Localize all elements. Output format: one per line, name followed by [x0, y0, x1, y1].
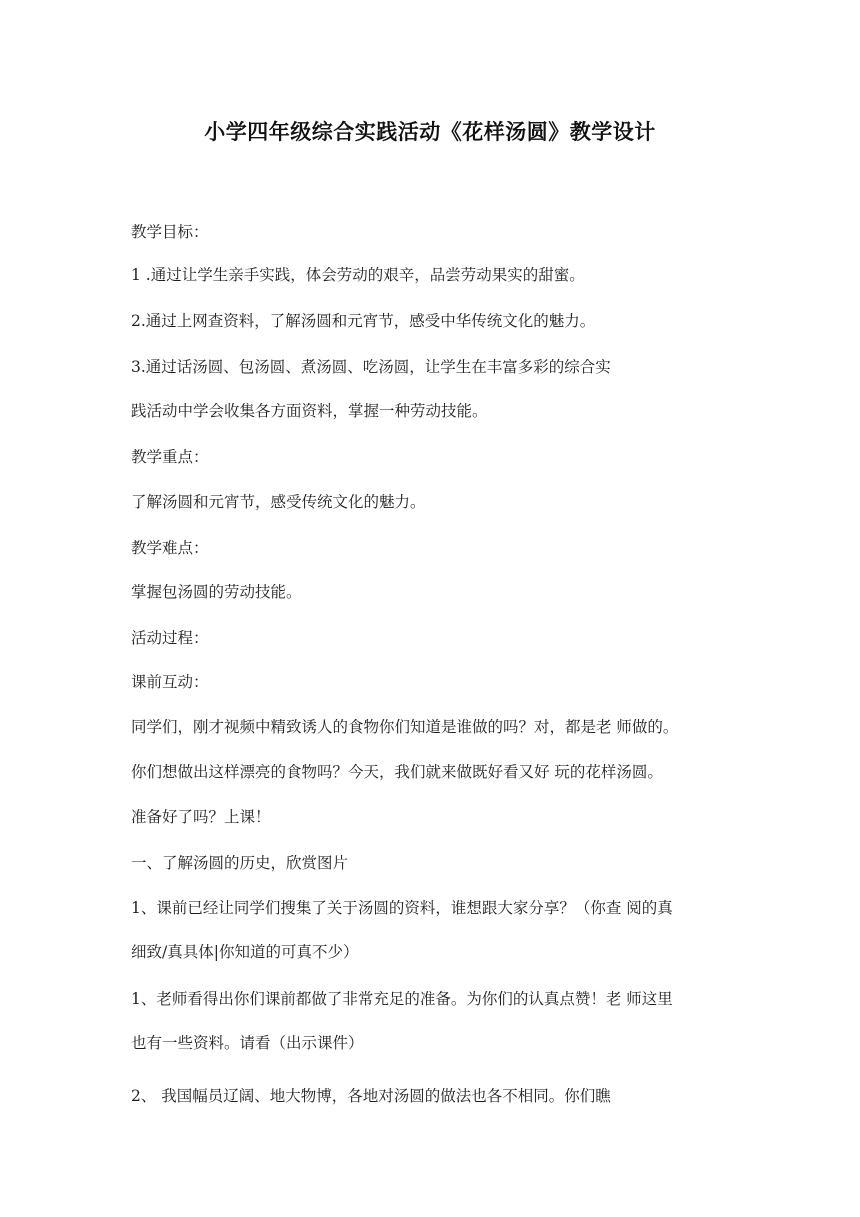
heading-key-points: 教学重点： [131, 448, 209, 466]
heading-difficult-points: 教学难点： [131, 539, 209, 557]
paragraph-line: 你们想做出这样漂亮的食物吗？今天，我们就来做既好看又好 玩的花样汤圆。 [131, 763, 663, 781]
heading-warmup: 课前互动： [131, 673, 209, 691]
goal-item-3-continued: 践活动中学会收集各方面资料，掌握一种劳动技能。 [131, 402, 488, 420]
paragraph-line: 也有一些资料。请看（出示课件） [131, 1034, 364, 1052]
heading-teaching-goals: 教学目标： [131, 223, 209, 241]
paragraph-line: 同学们，刚才视频中精致诱人的食物你们知道是谁做的吗？对，都是老 师做的。 [131, 718, 679, 736]
difficult-points-text: 掌握包汤圆的劳动技能。 [131, 583, 302, 601]
document-title: 小学四年级综合实践活动《花样汤圆》教学设计 [204, 120, 656, 144]
heading-activity-process: 活动过程： [131, 629, 209, 647]
section-heading-1: 一、了解汤圆的历史，欣赏图片 [131, 854, 349, 872]
paragraph-line: 2、 我国幅员辽阔、地大物博，各地对汤圆的做法也各不相同。你们瞧 [131, 1087, 611, 1105]
paragraph-line: 1、老师看得出你们课前都做了非常充足的准备。为你们的认真点赞！老 师这里 [131, 990, 673, 1008]
paragraph-line: 细致/真具体|你知道的可真不少） [131, 943, 359, 961]
goal-item-1: 1 .通过让学生亲手实践，体会劳动的艰辛，品尝劳动果实的甜蜜。 [131, 266, 585, 284]
goal-item-3: 3.通过话汤圆、包汤圆、煮汤圆、吃汤圆，让学生在丰富多彩的综合实 [131, 358, 611, 376]
goal-item-2: 2.通过上网查资料，了解汤圆和元宵节，感受中华传统文化的魅力。 [131, 312, 596, 330]
key-points-text: 了解汤圆和元宵节，感受传统文化的魅力。 [131, 493, 426, 511]
paragraph-line: 准备好了吗？上课！ [131, 808, 271, 826]
paragraph-line: 1、课前已经让同学们搜集了关于汤圆的资料，谁想跟大家分享？（你查 阅的真 [131, 899, 673, 917]
